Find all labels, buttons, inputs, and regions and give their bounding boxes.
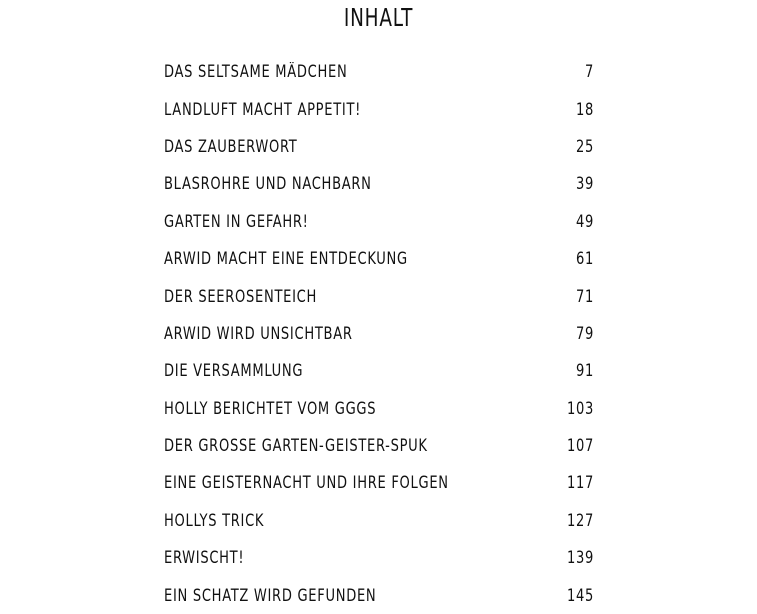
toc-entry-title: ARWID WIRD UNSICHTBAR bbox=[164, 323, 353, 343]
toc-entry-page-number: 39 bbox=[575, 174, 594, 194]
toc-entry-page-number: 49 bbox=[575, 211, 594, 231]
toc-entry-page-number: 7 bbox=[584, 62, 594, 82]
toc-entry bbox=[164, 203, 594, 240]
toc-entry bbox=[164, 128, 594, 165]
toc-entry-title: HOLLY BERICHTET VOM GGGS bbox=[164, 398, 377, 418]
toc-entry bbox=[164, 352, 594, 389]
toc-entry-page-number: 127 bbox=[566, 510, 594, 530]
toc-entry-page-number: 145 bbox=[566, 585, 594, 605]
toc-entry-page-number: 107 bbox=[566, 436, 594, 456]
toc-entry-title: ERWISCHT! bbox=[164, 548, 245, 568]
toc-entry-page-number: 139 bbox=[566, 548, 594, 568]
toc-entry bbox=[164, 165, 594, 202]
toc-entry-page-number: 71 bbox=[575, 286, 594, 306]
toc-entry bbox=[164, 240, 594, 277]
toc-heading: INHALT bbox=[343, 3, 414, 32]
toc-entry-title: DER SEEROSENTEICH bbox=[164, 286, 318, 306]
toc-entry bbox=[164, 502, 594, 539]
toc-entry bbox=[164, 277, 594, 314]
toc-entry bbox=[164, 464, 594, 501]
toc-entry bbox=[164, 427, 594, 464]
toc-entry-title: GARTEN IN GEFAHR! bbox=[164, 211, 309, 231]
toc-entry bbox=[164, 539, 594, 576]
toc-entry bbox=[164, 390, 594, 427]
toc-entry bbox=[164, 315, 594, 352]
toc-list bbox=[164, 53, 594, 614]
toc-entry-title: HOLLYS TRICK bbox=[164, 510, 265, 530]
toc-entry-title: DER GROSSE GARTEN-GEISTER-SPUK bbox=[164, 436, 428, 456]
toc-entry-title: DAS SELTSAME MÄDCHEN bbox=[164, 62, 348, 82]
toc-entry-page-number: 91 bbox=[575, 361, 594, 381]
toc-entry bbox=[164, 576, 594, 613]
toc-entry-title: EINE GEISTERNACHT UND IHRE FOLGEN bbox=[164, 473, 449, 493]
toc-entry-page-number: 61 bbox=[575, 249, 594, 269]
toc-entry-page-number: 25 bbox=[575, 136, 594, 156]
toc-entry-title: LANDLUFT MACHT APPETIT! bbox=[164, 99, 362, 119]
toc-entry bbox=[164, 90, 594, 127]
toc-entry-title: DIE VERSAMMLUNG bbox=[164, 361, 304, 381]
toc-entry-page-number: 79 bbox=[575, 323, 594, 343]
toc-entry-page-number: 103 bbox=[566, 398, 594, 418]
toc-entry-page-number: 117 bbox=[566, 473, 594, 493]
toc-entry-title: EIN SCHATZ WIRD GEFUNDEN bbox=[164, 585, 377, 605]
toc-entry bbox=[164, 53, 594, 90]
toc-entry-title: DAS ZAUBERWORT bbox=[164, 136, 298, 156]
toc-entry-title: BLASROHRE UND NACHBARN bbox=[164, 174, 372, 194]
toc-entry-page-number: 18 bbox=[575, 99, 594, 119]
toc-entry-title: ARWID MACHT EINE ENTDECKUNG bbox=[164, 249, 408, 269]
